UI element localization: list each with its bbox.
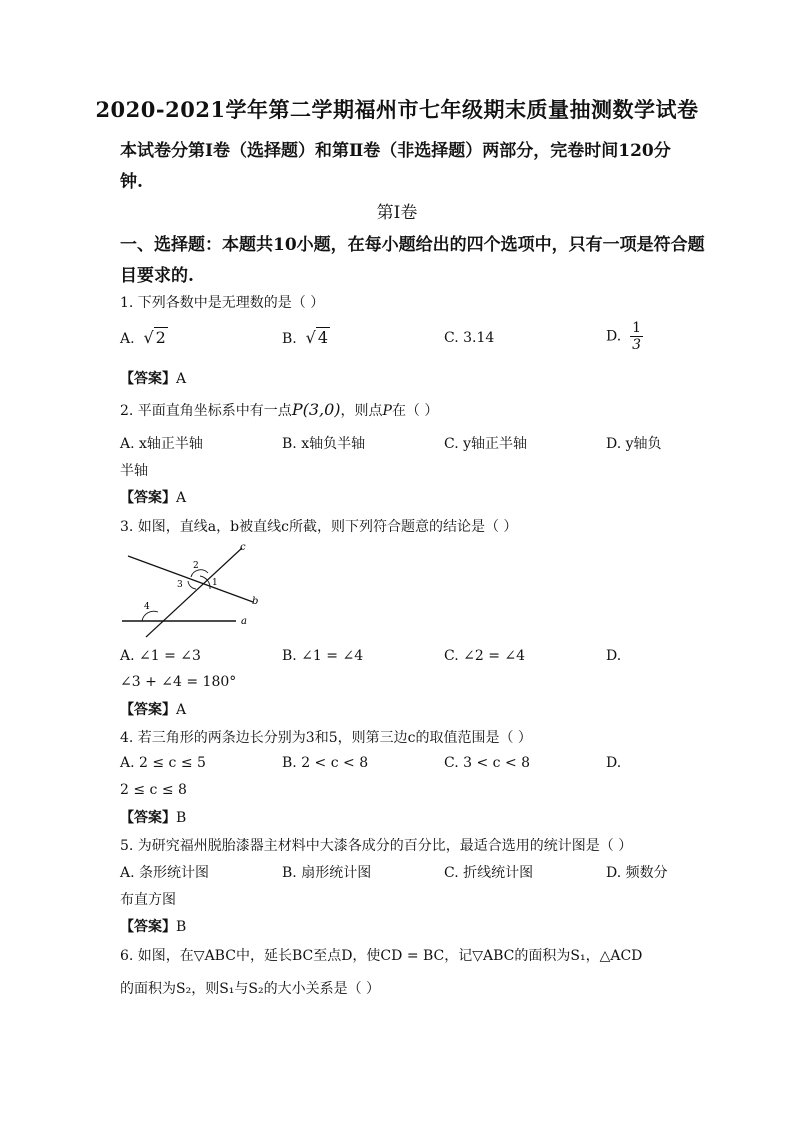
q1-stem: 1. 下列各数中是无理数的是（ ） — [120, 295, 325, 311]
q1-option-b: B. √ 4 — [282, 328, 329, 347]
label-2: 2 — [193, 561, 199, 571]
label-3: 3 — [177, 580, 183, 590]
label-4: 4 — [144, 602, 150, 612]
section-heading-line-1: 一、选择题：本题共10小题，在每小题给出的四个选项中，只有一项是符合题 — [120, 235, 705, 255]
q5-option-a: A. 条形统计图 — [120, 865, 210, 881]
q5-option-b: B. 扇形统计图 — [282, 865, 372, 881]
q6-stem-line-2: 的面积为S₂，则S₁与S₂的大小关系是（ ） — [120, 981, 381, 997]
q3-option-d-cont: ∠3 + ∠4 = 180° — [120, 674, 237, 690]
label-b: b — [252, 596, 259, 607]
label-a: a — [241, 616, 247, 627]
intro-line-1: 本试卷分第Ⅰ卷（选择题）和第Ⅱ卷（非选择题）两部分，完卷时间120分 — [120, 141, 671, 161]
q4-stem: 4. 若三角形的两条边长分别为3和5，则第三边c的取值范围是（ ） — [120, 730, 532, 746]
part-title: 第Ⅰ卷 — [376, 203, 418, 223]
q2-answer: 【答案】A — [120, 490, 187, 506]
q2-option-a: A. x轴正半轴 — [120, 436, 203, 452]
q2-stem: 2. 平面直角坐标系中有一点P(3,0)，则点P在（ ） — [120, 400, 439, 419]
q4-answer: 【答案】B — [120, 810, 187, 826]
q1-answer: 【答案】A — [120, 371, 187, 387]
q3-answer: 【答案】A — [120, 702, 187, 718]
q5-option-d-cont: 布直方图 — [120, 892, 176, 908]
q3-option-d: D. — [606, 648, 622, 664]
q3-option-c: C. ∠2 = ∠4 — [444, 648, 526, 664]
q3-stem: 3. 如图，直线a，b被直线c所截，则下列符合题意的结论是（ ） — [120, 519, 518, 535]
q4-option-c: C. 3 < c < 8 — [444, 755, 531, 771]
q1-option-d: D. $\frac{1}{3}$ — [606, 320, 642, 353]
q4-option-d: D. — [606, 755, 622, 771]
q3-option-a: A. ∠1 = ∠3 — [120, 648, 201, 664]
q4-option-a: A. 2 ≤ c ≤ 5 — [120, 755, 206, 771]
q2-option-b: B. x轴负半轴 — [282, 436, 366, 452]
intro-line-2: 钟. — [120, 172, 143, 192]
q2-option-d: D. y轴负 — [606, 436, 662, 452]
q6-stem-line-1: 6. 如图，在▽ABC中，延长BC至点D，使CD = BC，记▽ABC的面积为S₁，△ACD — [120, 948, 643, 964]
q2-option-c: C. y轴正半轴 — [444, 436, 528, 452]
label-1: 1 — [212, 578, 218, 588]
q2-option-d-cont: 半轴 — [120, 463, 148, 479]
q5-answer: 【答案】B — [120, 919, 187, 935]
q1-option-a: A. √ 2 — [120, 328, 166, 347]
exam-title: 2020-2021学年第二学期福州市七年级期末质量抽测数学试卷 — [95, 97, 699, 122]
q3-option-b: B. ∠1 = ∠4 — [282, 648, 364, 664]
q5-option-c: C. 折线统计图 — [444, 865, 534, 881]
q4-option-b: B. 2 < c < 8 — [282, 755, 369, 771]
q5-option-d: D. 频数分 — [606, 865, 668, 881]
label-c: c — [240, 542, 246, 553]
q4-option-d-cont: 2 ≤ c ≤ 8 — [120, 782, 187, 798]
q3-figure — [118, 540, 268, 640]
section-heading-line-2: 目要求的. — [120, 266, 194, 286]
q5-stem: 5. 为研究福州脱胎漆器主材料中大漆各成分的百分比，最适合选用的统计图是（ ） — [120, 838, 633, 854]
angle-4-arc — [142, 611, 158, 621]
q1-option-c: C. 3.14 — [444, 330, 495, 346]
angle-3-arc — [188, 581, 196, 589]
